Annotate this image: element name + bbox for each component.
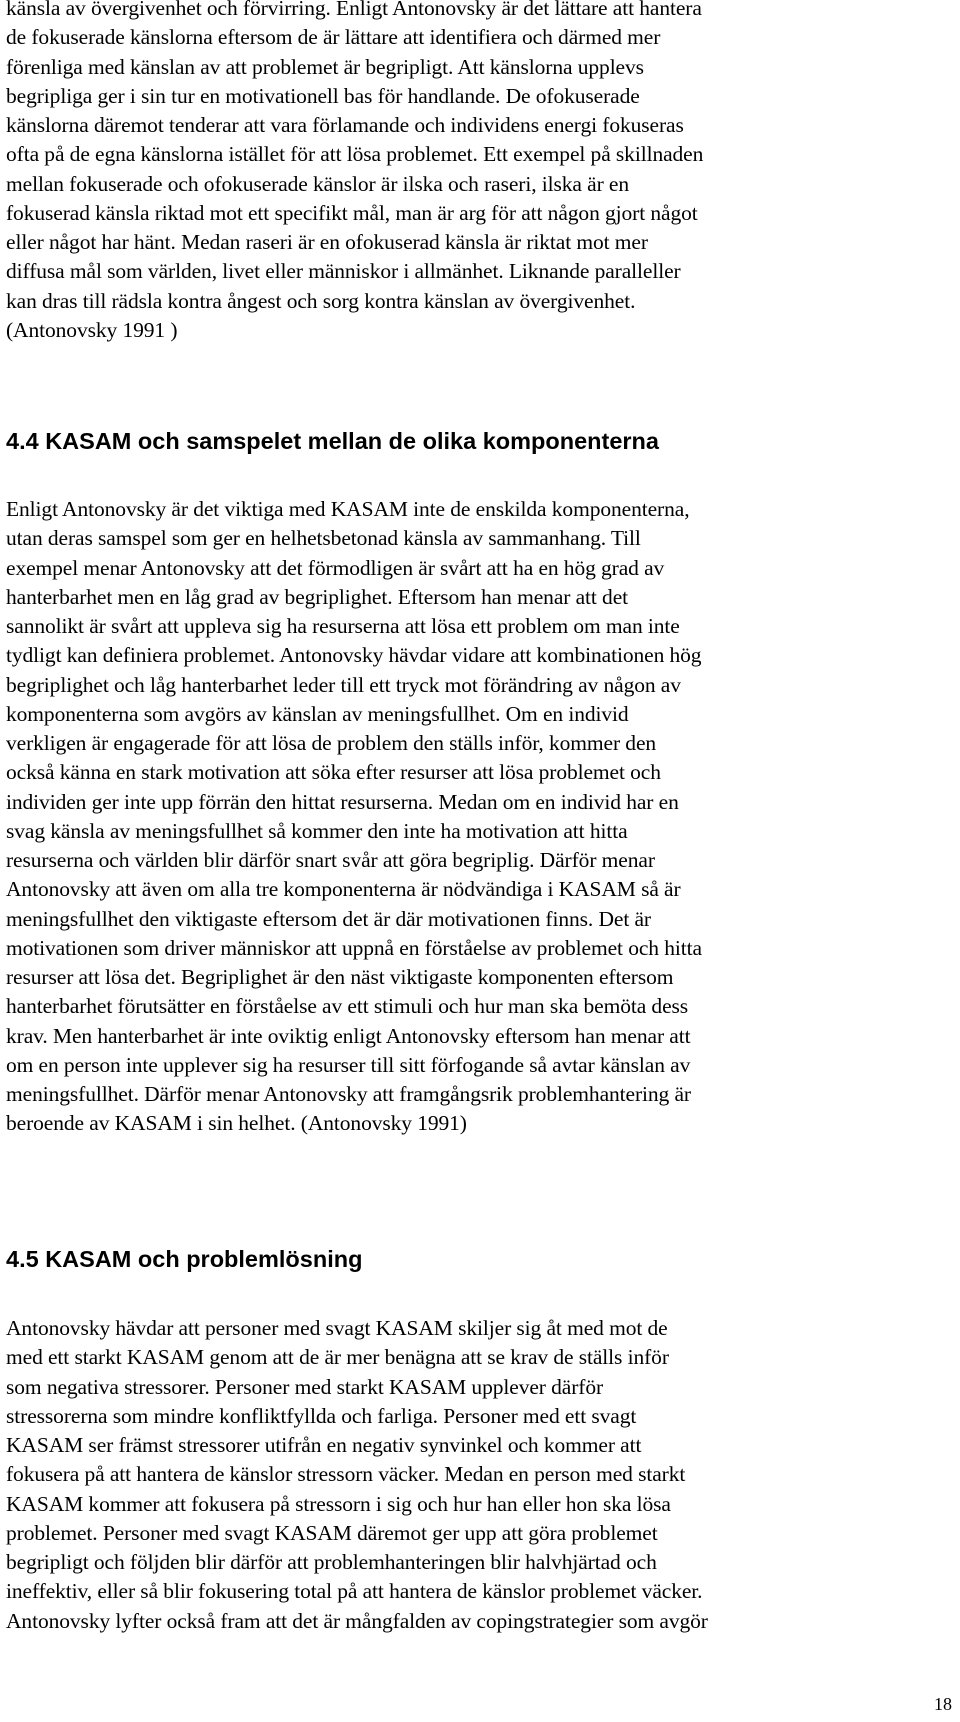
text-line: resurserna och världen blir därför snart svår att göra begriplig. Därför menar xyxy=(6,848,655,872)
text-line: stressorerna som mindre konfliktfyllda och farliga. Personer med ett svagt xyxy=(6,1403,637,1428)
text-line: sannolikt är svårt att uppleva sig ha resurserna att lösa ett problem om man inte xyxy=(6,614,680,638)
text-line: meningsfullhet. Därför menar Antonovsky att framgångsrik problemhantering är xyxy=(6,1082,691,1106)
paragraph-emotions xyxy=(0,0,954,345)
text-line: med ett starkt KASAM genom att de är mer benägna att se krav de ställs inför xyxy=(6,1345,669,1370)
text-line: Enligt Antonovsky är det viktiga med KASAM inte de enskilda komponenterna, xyxy=(6,497,690,521)
text-line: fokusera på att hantera de känslor stressorn väcker. Medan en person med starkt xyxy=(6,1462,686,1487)
text-line: komponenterna som avgörs av känslan av meningsfullhet. Om en individ xyxy=(6,701,629,726)
text-line: också känna en stark motivation att söka efter resurser att lösa problemet och xyxy=(6,760,661,785)
text-line: svag känsla av meningsfullhet så kommer den inte ha motivation att hitta xyxy=(6,818,628,843)
text-line: fokuserad känsla riktad mot ett specifikt mål, man är arg för att någon gjort något xyxy=(6,200,698,225)
text-line: känslorna däremot tenderar att vara förlamande och individens energi fokuseras xyxy=(6,113,684,137)
text-line: hanterbarhet men en låg grad av begriplighet. Eftersom han menar att det xyxy=(6,584,629,609)
text-line: problemet. Personer med svagt KASAM däremot ger upp att göra problemet xyxy=(6,1520,658,1545)
text-line: ofta på de egna känslorna istället för att lösa problemet. Ett exempel på skillnaden xyxy=(6,142,704,167)
text-line: eller något har hänt. Medan raseri är en ofokuserad känsla är riktat mot mer xyxy=(6,230,648,254)
section-heading-4-5: 4.5 KASAM och problemlösning xyxy=(6,1246,363,1272)
text-line: KASAM ser främst stressorer utifrån en negativ synvinkel och kommer att xyxy=(6,1433,642,1457)
text-line: meningsfullhet den viktigaste eftersom det är där motivationen finns. Det är xyxy=(6,906,651,931)
text-line: krav. Men hanterbarhet är inte oviktig enligt Antonovsky eftersom han menar att xyxy=(6,1023,691,1048)
text-line: Antonovsky att även om alla tre komponenterna är nödvändiga i KASAM så är xyxy=(6,877,681,902)
text-line: KASAM kommer att fokusera på stressorn i sig och hur han eller hon ska lösa xyxy=(6,1491,671,1516)
text-line: motivationen som driver människor att uppnå en förståelse av problemet och hitta xyxy=(6,935,702,960)
page-number: 18 xyxy=(934,1694,952,1714)
text-line: (Antonovsky 1991 ) xyxy=(6,317,178,342)
text-line: begriplighet och låg hanterbarhet leder till ett tryck mot förändring av någon av xyxy=(6,672,681,697)
paragraph-problem-solving xyxy=(0,1314,954,1636)
text-line: verkligen är engagerade för att lösa de problem den ställs inför, kommer den xyxy=(6,731,657,755)
text-line: de fokuserade känslorna eftersom de är lättare att identifiera och därmed mer xyxy=(6,25,661,50)
text-line: diffusa mål som världen, livet eller människor i allmänhet. Liknande paralleller xyxy=(6,259,681,284)
text-line: exempel menar Antonovsky att det förmodligen är svårt att ha en hög grad av xyxy=(6,555,665,580)
text-line: resurser att lösa det. Begriplighet är den näst viktigaste komponenten eftersom xyxy=(6,965,674,989)
text-line: hanterbarhet förutsätter en förståelse av ett stimuli och hur man ska bemöta dess xyxy=(6,994,689,1019)
text-line: begripliga ger i sin tur en motivationell bas för handlande. De ofokuserade xyxy=(6,83,640,108)
text-line: om en person inte upplever sig ha resurser till sitt förfogande så avtar känslan av xyxy=(6,1052,691,1077)
text-line: utan deras samspel som ger en helhetsbetonad känsla av sammanhang. Till xyxy=(6,526,641,551)
text-line: tydligt kan definiera problemet. Antonovsky hävdar vidare att kombinationen hög xyxy=(6,643,702,668)
paragraph-kasam-components xyxy=(0,495,954,1139)
text-line: kan dras till rädsla kontra ångest och sorg kontra känslan av övergivenhet. xyxy=(6,288,636,313)
text-line: ineffektiv, eller så blir fokusering total på att hantera de känslor problemet väcker. xyxy=(6,1579,703,1604)
text-line: förenliga med känslan av att problemet är begripligt. Att känslorna upplevs xyxy=(6,54,644,79)
text-line: mellan fokuserade och ofokuserade känslor är ilska och raseri, ilska är en xyxy=(6,171,630,196)
text-line: Antonovsky lyfter också fram att det är mångfalden av copingstrategier som avgör xyxy=(6,1608,708,1633)
text-line: känsla av övergivenhet och förvirring. Enligt Antonovsky är det lättare att hantera xyxy=(6,0,702,20)
section-heading-4-4: 4.4 KASAM och samspelet mellan de olika komponenterna xyxy=(6,428,659,454)
text-line: som negativa stressorer. Personer med starkt KASAM upplever därför xyxy=(6,1374,604,1399)
text-line: individen ger inte upp förrän den hittat resurserna. Medan om en individ har en xyxy=(6,789,679,814)
text-line: Antonovsky hävdar att personer med svagt KASAM skiljer sig åt med mot de xyxy=(6,1316,668,1340)
text-line: begripligt och följden blir därför att problemhanteringen blir halvhjärtad och xyxy=(6,1550,657,1574)
text-line: beroende av KASAM i sin helhet. (Antonovsky 1991) xyxy=(6,1111,467,1136)
